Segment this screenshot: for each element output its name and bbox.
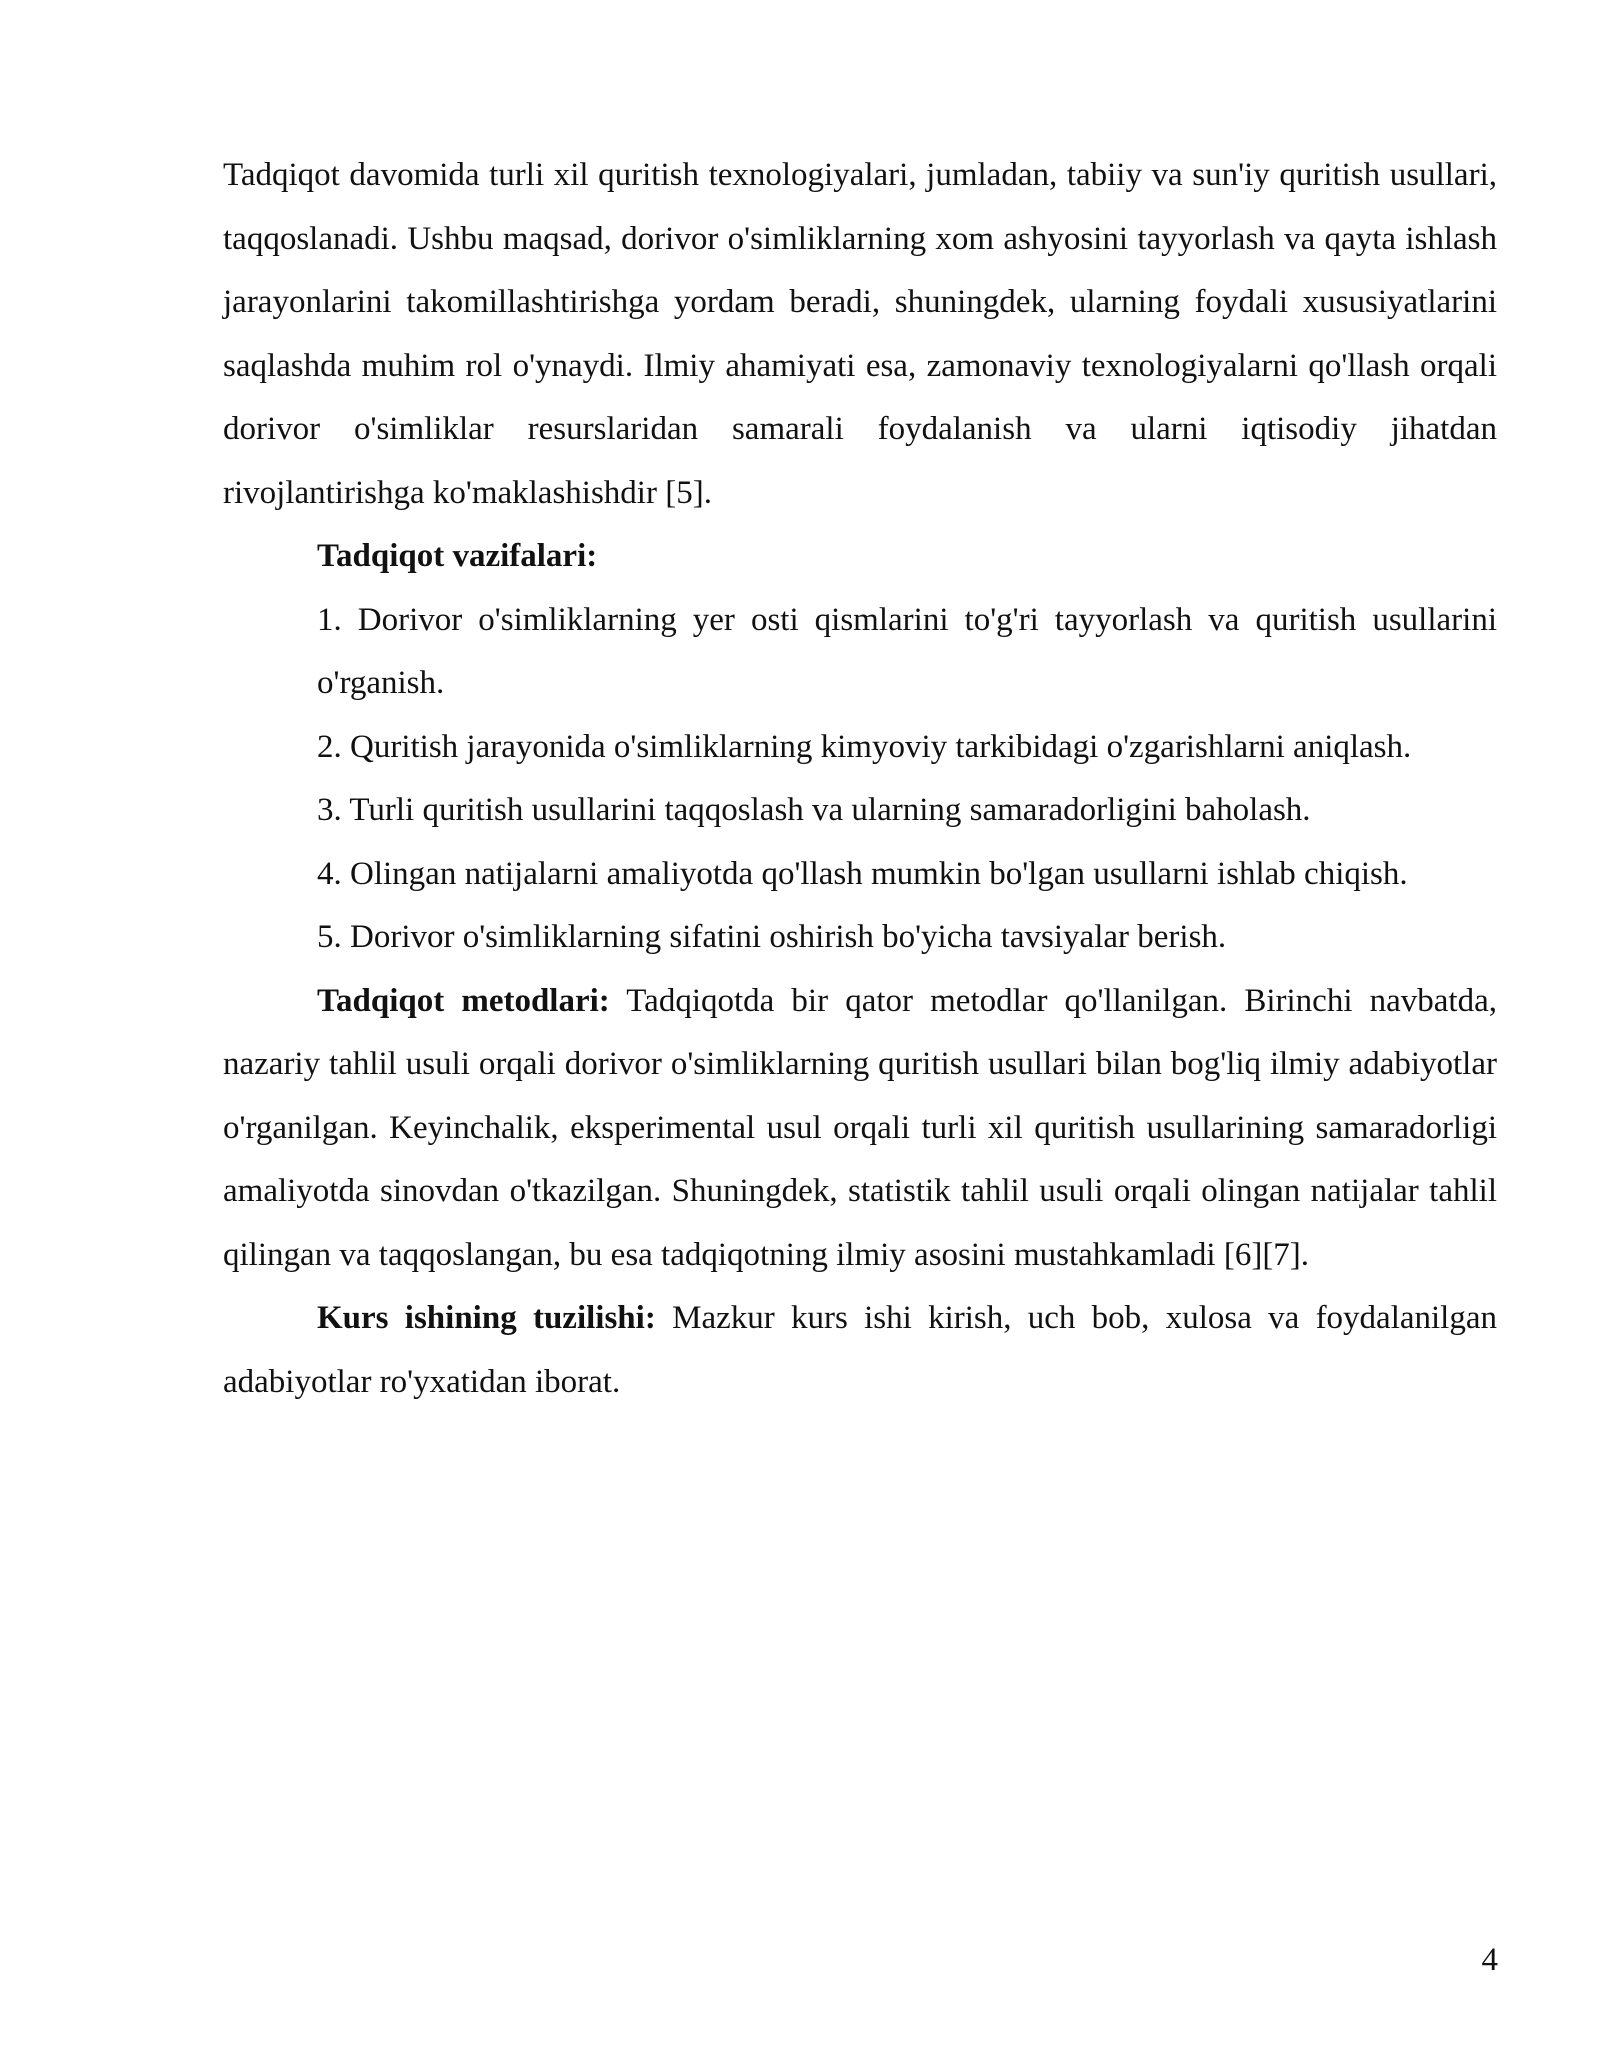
task-item-1: 1. Dorivor o'simliklarning yer osti qismlarini to'g'ri tayyorlash va quritish usullarini o'rganish. bbox=[317, 601, 1497, 701]
structure-label: Kurs ishining tuzilishi: bbox=[317, 1300, 656, 1336]
methods-paragraph bbox=[223, 970, 1497, 1288]
methods-label: Tadqiqot metodlari: bbox=[317, 982, 610, 1019]
task-item-5: 5. Dorivor o'simliklarning sifatini oshirish bo'yicha tavsiyalar berish. bbox=[317, 919, 1227, 955]
intro-paragraph: Tadqiqot davomida turli xil quritish texnologiyalari, jumladan, tabiiy va sun'iy quritish usullari, taqqoslanadi. Ushbu maqsad, dorivor o'simliklarning xom ashyosini tayyorlash va qayta ishlash jarayonlarini takomillashtirishga yordam beradi, shuningdek, ularning foydali xususiyatlarini saqlashda muhim rol o'ynaydi. Ilmiy ahamiyati esa, zamonaviy texnologiyalarni qo'llash orqali dorivor o'simliklar resurslaridan samarali foydalanish va ularni iqtisodiy jihatdan rivojlantirishga ko'maklashishdir [5]. bbox=[223, 157, 1497, 511]
structure-paragraph bbox=[223, 1287, 1497, 1414]
page-number: 4 bbox=[1481, 1942, 1498, 1978]
task-item-4: 4. Olingan natijalarni amaliyotda qo'llash mumkin bo'lgan usullarni ishlab chiqish. bbox=[317, 855, 1408, 892]
structure-text: Mazkur kurs ishi kirish, uch bob, xulosa va foydalanilgan adabiyotlar ro'yxatidan iborat. bbox=[223, 1300, 1498, 1400]
task-item-3: 3. Turli quritish usullarini taqqoslash va ularning samaradorligini baholash. bbox=[317, 792, 1311, 828]
task-item-2: 2. Quritish jarayonida o'simliklarning kimyoviy tarkibidagi o'zgarishlarni aniqlash. bbox=[317, 728, 1412, 765]
page-body bbox=[223, 144, 1497, 1414]
tasks-heading: Tadqiqot vazifalari: bbox=[317, 538, 598, 574]
methods-text: Tadqiqotda bir qator metodlar qo'llanilgan. Birinchi navbatda, nazariy tahlil usuli orqali dorivor o'simliklarning quritish usullari bilan bog'liq ilmiy adabiyotlar o'rganilgan. Keyinchalik, eksperimental usul orqali turli xil quritish usullarining samaradorligi amaliyotda sinovdan o'tkazilgan. Shuningdek, statistik tahlil usuli orqali olingan natijalar tahlil qilingan va taqqoslangan, bu esa tadqiqotning ilmiy asosini mustahkamladi [6][7]. bbox=[223, 982, 1497, 1273]
